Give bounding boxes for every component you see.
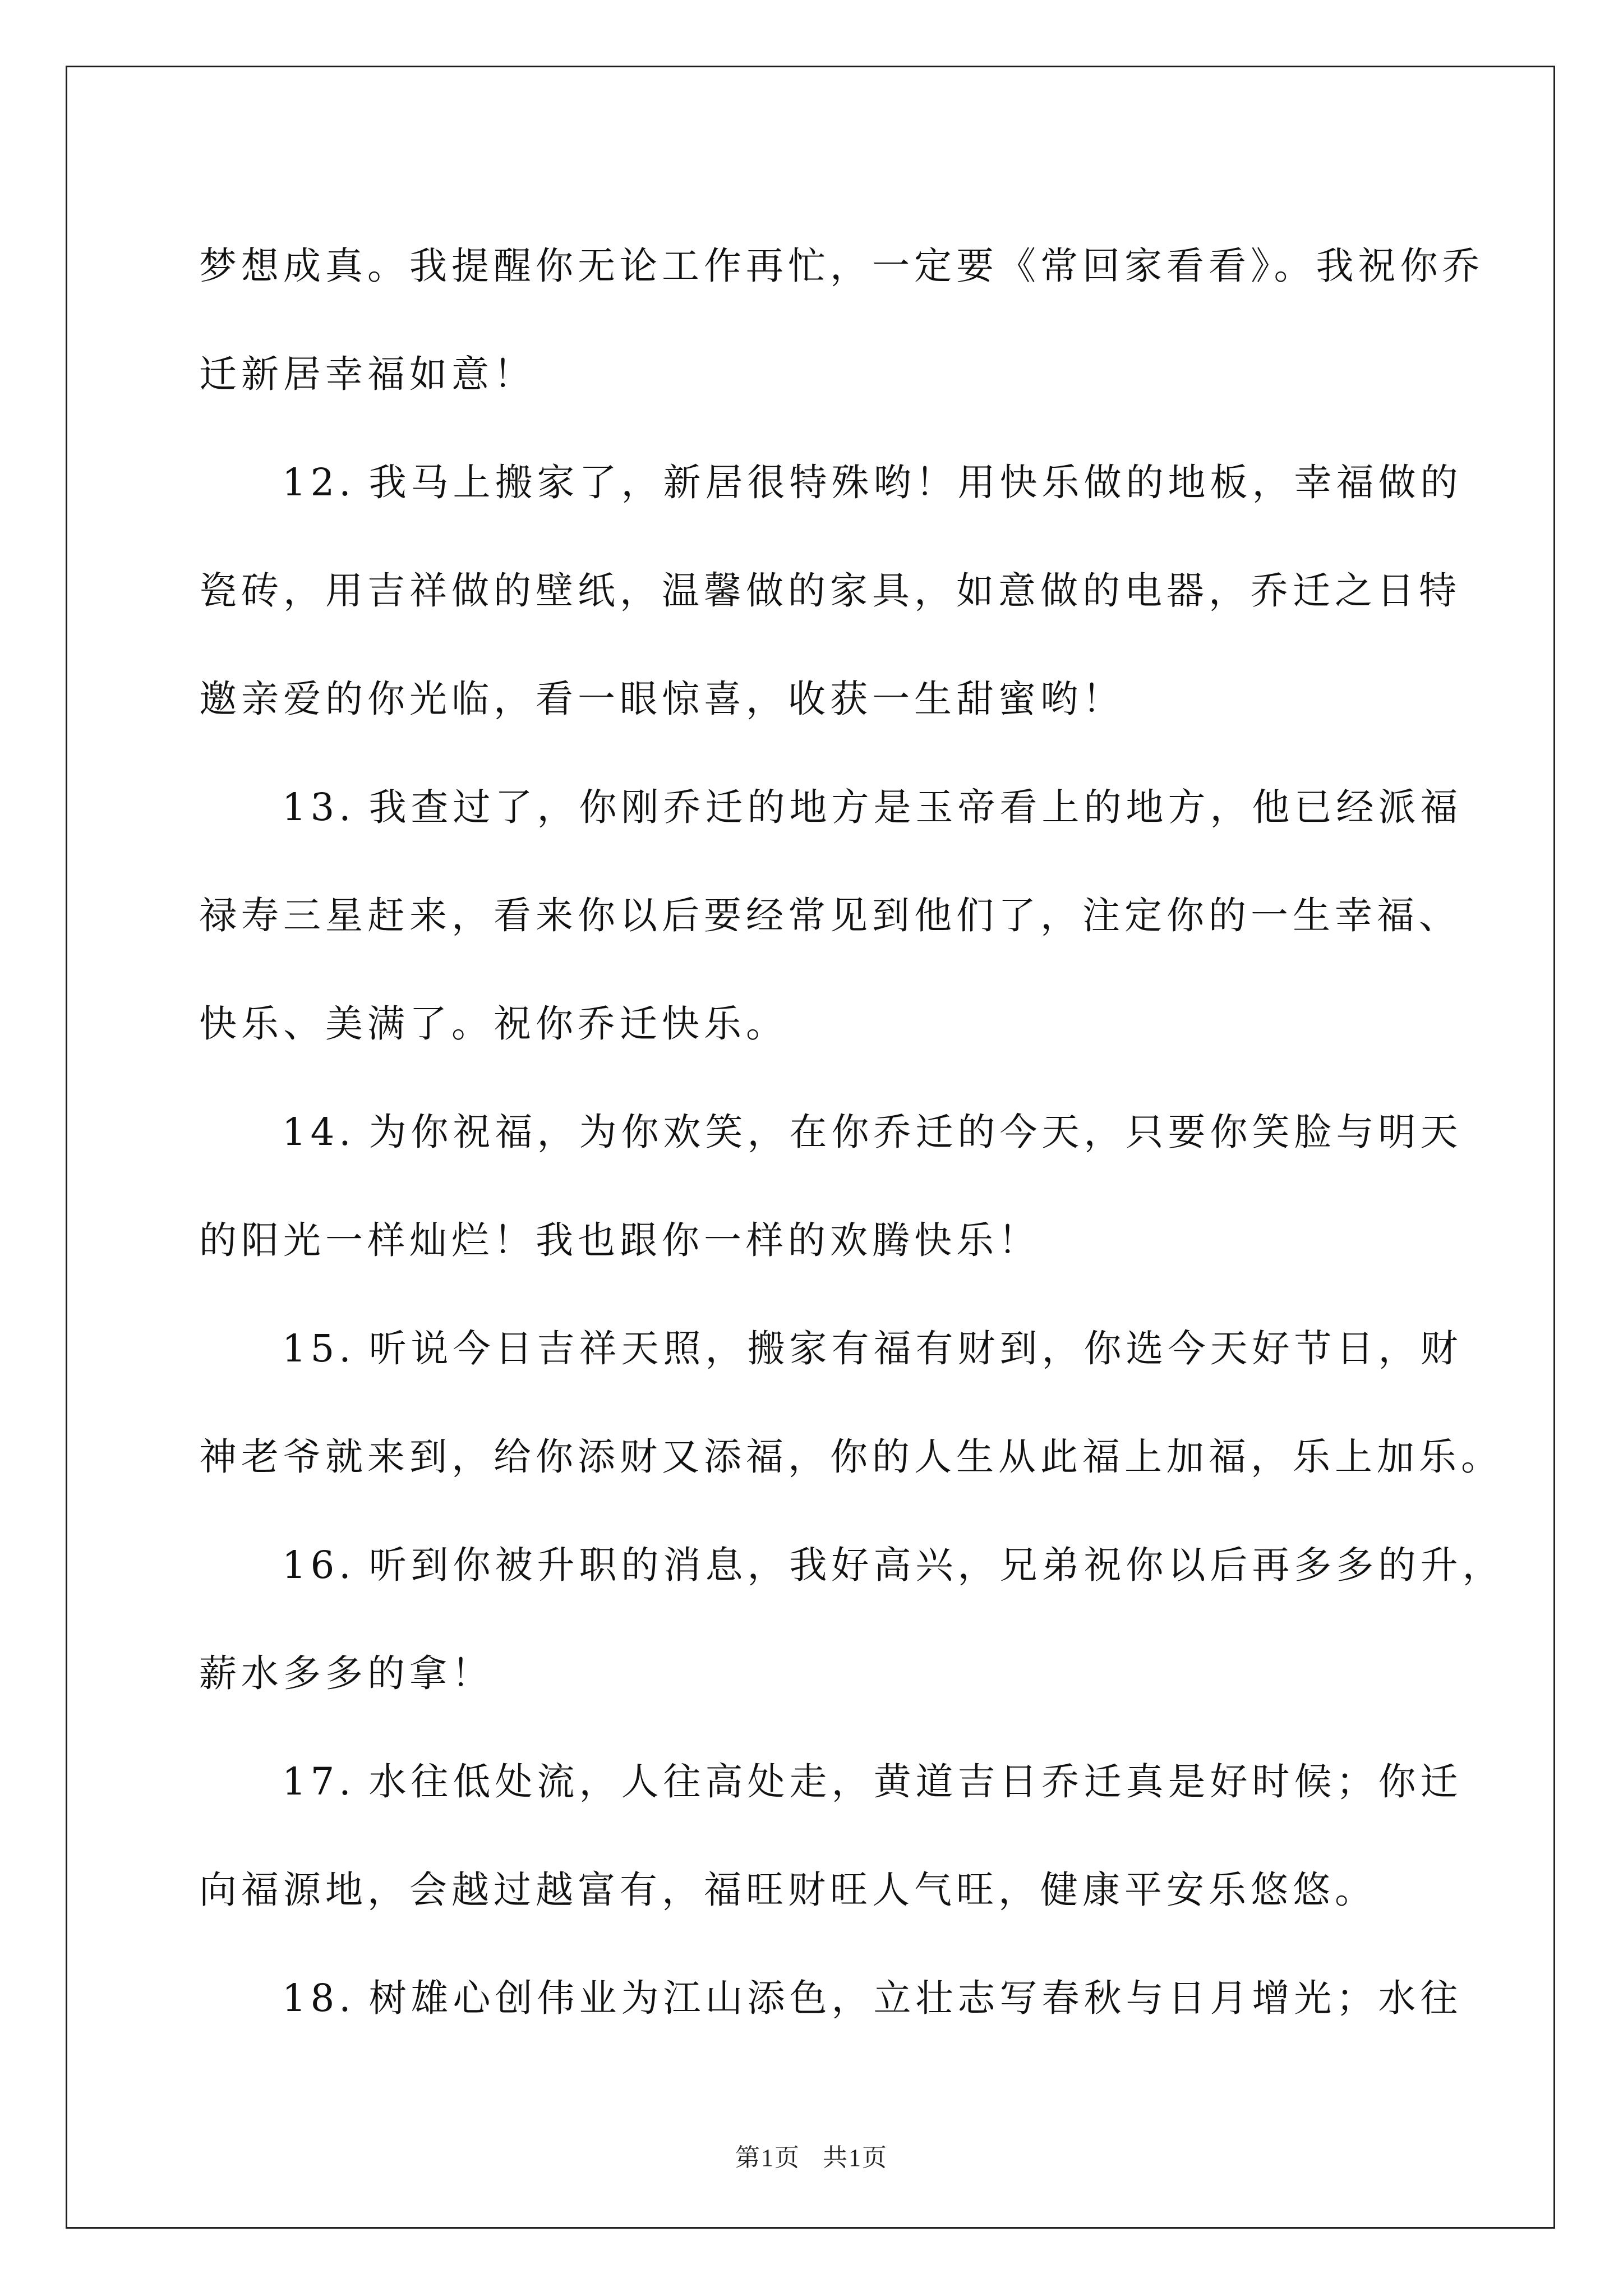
paragraph-first-line <box>199 1078 1463 1186</box>
paragraph-line: 梦想成真。我提醒你无论工作再忙，一定要《常回家看看》。我祝你乔 <box>199 244 1484 288</box>
item-number: 12. <box>282 461 356 504</box>
item-number: 17. <box>282 1760 356 1803</box>
paragraph-16 <box>199 1511 1505 1728</box>
paragraph-12 <box>199 429 1463 753</box>
paragraph-line: 邀亲爱的你光临，看一眼惊喜，收获一生甜蜜哟！ <box>199 677 1124 721</box>
paragraph-13 <box>199 753 1463 1078</box>
paragraph-line: 听说今日吉祥天照，搬家有福有财到，你选今天好节日，财 <box>368 1327 1463 1370</box>
document-body <box>199 212 1505 2053</box>
paragraph-15 <box>199 1295 1503 1511</box>
paragraph-line: 快乐、美满了。祝你乔迁快乐。 <box>199 1002 788 1046</box>
paragraph-first-line <box>199 429 1463 537</box>
item-number: 15. <box>282 1327 356 1370</box>
paragraph-14 <box>199 1078 1463 1295</box>
item-number: 13. <box>282 785 356 829</box>
page-footer <box>0 2137 1623 2173</box>
paragraph-line: 神老爷就来到，给你添财又添福，你的人生从此福上加福，乐上加乐。 <box>199 1435 1503 1479</box>
paragraph-line: 的阳光一样灿烂！我也跟你一样的欢腾快乐！ <box>199 1218 1040 1262</box>
paragraph-first-line <box>199 1728 1463 1836</box>
item-number: 14. <box>282 1110 356 1154</box>
paragraph-line: 我查过了，你刚乔迁的地方是玉帝看上的地方，他已经派福 <box>368 785 1463 829</box>
paragraph-line: 迁新居幸福如意！ <box>199 352 536 396</box>
paragraph-line: 瓷砖，用吉祥做的壁纸，温馨做的家具，如意做的电器，乔迁之日特 <box>199 569 1461 613</box>
page-number-total: 共1页 <box>823 2144 888 2171</box>
paragraph-line: 我马上搬家了，新居很特殊哟！用快乐做的地板，幸福做的 <box>368 461 1463 504</box>
paragraph-continued <box>199 212 1484 429</box>
item-number: 16. <box>282 1543 356 1587</box>
paragraph-first-line <box>199 1295 1463 1403</box>
paragraph-line: 听到你被升职的消息，我好高兴，兄弟祝你以后再多多的升， <box>368 1543 1505 1587</box>
paragraph-17 <box>199 1728 1463 1944</box>
paragraph-line: 为你祝福，为你欢笑，在你乔迁的今天，只要你笑脸与明天 <box>368 1110 1463 1154</box>
paragraph-first-line <box>199 1511 1505 1619</box>
paragraph-first-line <box>199 1944 1463 2053</box>
paragraph-line: 向福源地，会越过越富有，福旺财旺人气旺，健康平安乐悠悠。 <box>199 1868 1377 1912</box>
item-number: 18. <box>282 1976 356 2020</box>
paragraph-line: 水往低处流，人往高处走，黄道吉日乔迁真是好时候；你迁 <box>368 1760 1463 1803</box>
page-number-current: 第1页 <box>735 2144 800 2171</box>
paragraph-18 <box>199 1944 1463 2053</box>
paragraph-line: 薪水多多的拿！ <box>199 1651 494 1695</box>
paragraph-line: 树雄心创伟业为江山添色，立壮志写春秋与日月增光；水往 <box>368 1976 1463 2020</box>
paragraph-first-line <box>199 753 1463 862</box>
paragraph-line: 禄寿三星赶来，看来你以后要经常见到他们了，注定你的一生幸福、 <box>199 894 1461 937</box>
